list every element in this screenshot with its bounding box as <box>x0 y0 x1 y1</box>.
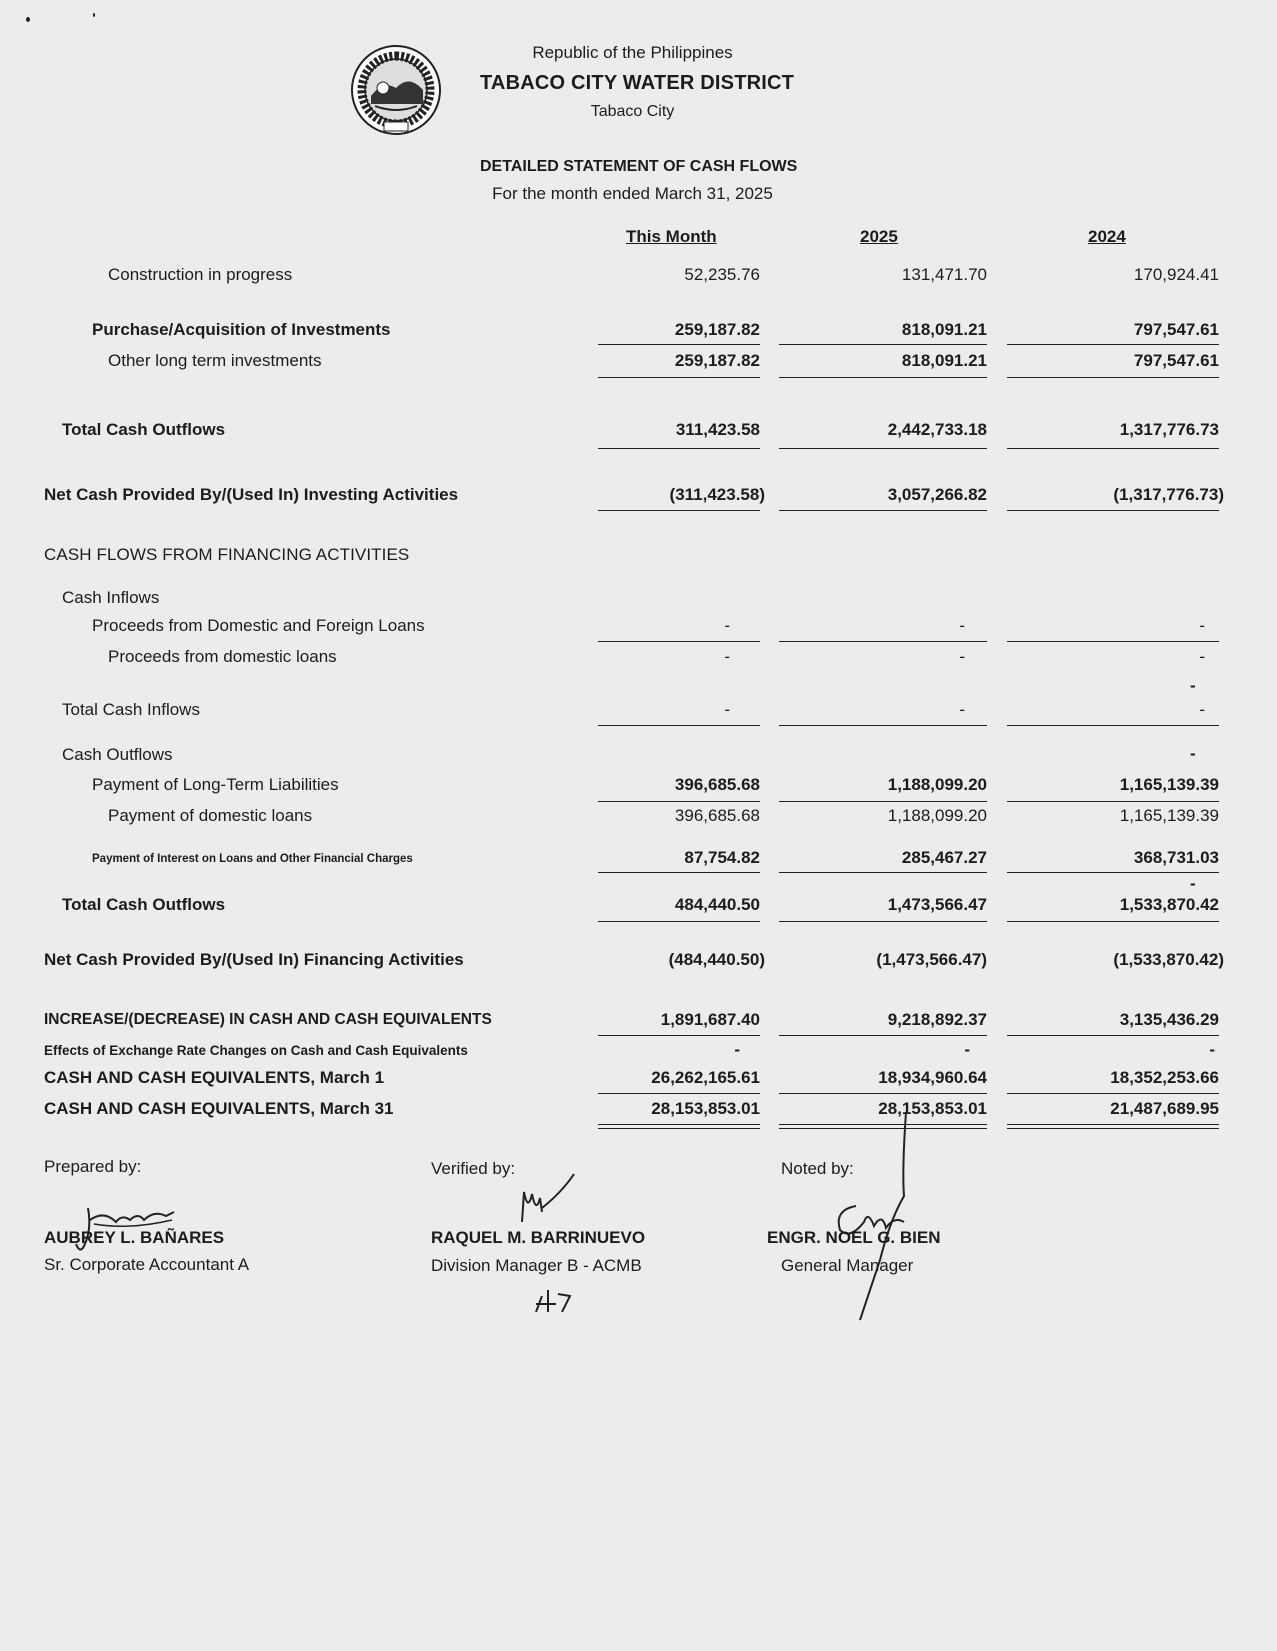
value-2024: 18,352,253.66 <box>1110 1068 1219 1087</box>
underline <box>1007 377 1219 378</box>
verified-by-name: RAQUEL M. BARRINUEVO <box>431 1228 646 1247</box>
underline <box>1007 1035 1219 1036</box>
underline <box>598 1035 760 1036</box>
row-other-long-term-investments <box>0 351 1277 375</box>
underline <box>598 377 760 378</box>
value-2025: - <box>959 700 965 719</box>
value-this-month: 259,187.82 <box>674 320 760 339</box>
row-label: Other long term investments <box>108 351 322 370</box>
row-label: Purchase/Acquisition of Investments <box>92 320 391 339</box>
header-org-name: TABACO CITY WATER DISTRICT <box>480 72 795 94</box>
row-label: CASH AND CASH EQUIVALENTS, March 31 <box>44 1099 394 1118</box>
underline <box>779 448 987 449</box>
column-header-this-month: This Month <box>626 227 717 246</box>
value-2025: (1,473,566.47) <box>876 950 987 969</box>
value-2025: 1,188,099.20 <box>887 806 987 825</box>
underline <box>1007 801 1219 802</box>
row-label: Payment of Interest on Loans and Other Financial Charges <box>92 853 413 865</box>
row-label: Total Cash Outflows <box>62 420 226 439</box>
subheading-label: Cash Inflows <box>62 588 160 607</box>
row-label: Net Cash Provided By/(Used In) Investing Activities <box>44 485 459 504</box>
stray-dash-mark: - <box>1190 744 1196 763</box>
row-label: Total Cash Outflows <box>62 895 226 914</box>
section-heading-label: CASH FLOWS FROM FINANCING ACTIVITIES <box>44 545 410 564</box>
row-proceeds-domestic-loans <box>0 647 1277 671</box>
value-2025: 285,467.27 <box>901 848 987 867</box>
value-this-month: 259,187.82 <box>674 351 760 370</box>
row-proceeds-domestic-foreign-loans <box>0 616 1277 640</box>
row-label: INCREASE/(DECREASE) IN CASH AND CASH EQUIVALENTS <box>44 1011 492 1028</box>
value-this-month: - <box>734 1040 740 1059</box>
underline <box>779 725 987 726</box>
row-label: Total Cash Inflows <box>62 700 200 719</box>
statement-period: For the month ended March 31, 2025 <box>492 184 773 203</box>
underline <box>1007 1093 1219 1094</box>
prepared-by-caption: Prepared by: <box>44 1157 142 1176</box>
underline <box>1007 725 1219 726</box>
value-2025: 18,934,960.64 <box>878 1068 987 1087</box>
row-label: Net Cash Provided By/(Used In) Financing Activities <box>44 950 464 969</box>
noted-by-title: General Manager <box>781 1256 914 1275</box>
value-2025: - <box>959 616 965 635</box>
value-2025: 28,153,853.01 <box>878 1099 987 1118</box>
row-label: Payment of domestic loans <box>108 806 313 825</box>
value-2024: - <box>1199 647 1205 666</box>
value-this-month: 396,685.68 <box>674 775 760 794</box>
value-2025: 818,091.21 <box>901 320 987 339</box>
value-2025: 9,218,892.37 <box>887 1010 987 1029</box>
noted-by-name: ENGR. NOEL G. BIEN <box>767 1228 941 1247</box>
value-2024: (1,533,870.42) <box>1113 950 1224 969</box>
value-this-month: - <box>724 700 730 719</box>
subheading-label: Cash Outflows <box>62 745 173 764</box>
row-net-financing-activities <box>0 950 1277 974</box>
value-this-month: 311,423.58 <box>675 420 760 439</box>
underline <box>779 344 987 345</box>
underline <box>598 921 760 922</box>
underline <box>598 872 760 873</box>
underline <box>779 641 987 642</box>
value-2024: - <box>1199 700 1205 719</box>
value-2024: - <box>1199 616 1205 635</box>
row-payment-domestic-loans <box>0 806 1277 830</box>
value-this-month: 484,440.50 <box>674 895 760 914</box>
header-city: Tabaco City <box>590 103 675 120</box>
underline <box>598 1093 760 1094</box>
underline <box>1007 510 1219 511</box>
stray-dash-mark: - <box>1190 874 1196 893</box>
row-increase-decrease-cash <box>0 1010 1277 1034</box>
noted-by-caption: Noted by: <box>781 1159 854 1178</box>
row-payment-long-term-liabilities <box>0 775 1277 799</box>
value-this-month: 1,891,687.40 <box>660 1010 760 1029</box>
value-this-month: (311,423.58) <box>669 485 765 504</box>
underline <box>779 1093 987 1094</box>
value-2024: 1,533,870.42 <box>1119 895 1219 914</box>
value-this-month: 28,153,853.01 <box>651 1099 760 1118</box>
statement-title: DETAILED STATEMENT OF CASH FLOWS <box>480 158 798 175</box>
value-this-month: 26,262,165.61 <box>651 1068 760 1087</box>
column-header-2025: 2025 <box>860 227 898 246</box>
value-2024: (1,317,776.73) <box>1113 485 1224 504</box>
section-heading-financing <box>0 545 1277 569</box>
underline <box>779 872 987 873</box>
double-underline <box>1007 1124 1219 1129</box>
row-label: Construction in progress <box>108 265 293 284</box>
value-2025: 131,471.70 <box>901 265 987 284</box>
row-payment-interest <box>0 848 1277 872</box>
value-2025: - <box>959 647 965 666</box>
underline <box>1007 921 1219 922</box>
value-this-month: 396,685.68 <box>674 806 760 825</box>
value-2025: 3,057,266.82 <box>887 485 987 504</box>
value-2024: 368,731.03 <box>1133 848 1219 867</box>
underline <box>779 921 987 922</box>
row-label: Proceeds from Domestic and Foreign Loans <box>92 616 425 635</box>
underline <box>779 510 987 511</box>
underline <box>598 448 760 449</box>
row-net-investing-activities <box>0 485 1277 509</box>
signature-noted <box>810 1110 920 1330</box>
underline <box>1007 344 1219 345</box>
row-label: CASH AND CASH EQUIVALENTS, March 1 <box>44 1068 385 1087</box>
subheading-cash-inflows <box>0 588 1277 612</box>
row-label: Effects of Exchange Rate Changes on Cash and Cash Equivalents <box>44 1043 468 1058</box>
prepared-by-title: Sr. Corporate Accountant A <box>44 1255 250 1274</box>
underline <box>598 801 760 802</box>
row-fx-effects <box>0 1040 1277 1064</box>
value-2025: 1,473,566.47 <box>887 895 987 914</box>
value-2024: 797,547.61 <box>1133 351 1219 370</box>
row-total-cash-outflows-investing <box>0 420 1277 444</box>
prepared-by-name: AUBREY L. BAÑARES <box>44 1228 225 1247</box>
column-header-2024: 2024 <box>1088 227 1126 246</box>
underline <box>598 725 760 726</box>
header-republic: Republic of the Philippines <box>532 43 733 62</box>
verified-by-caption: Verified by: <box>431 1159 516 1178</box>
value-this-month: 52,235.76 <box>684 265 760 284</box>
underline <box>1007 448 1219 449</box>
row-construction-in-progress <box>0 265 1277 289</box>
underline <box>1007 641 1219 642</box>
value-2024: 797,547.61 <box>1133 320 1219 339</box>
row-total-cash-outflows-financing <box>0 895 1277 919</box>
value-this-month: - <box>724 616 730 635</box>
value-2024: 21,487,689.95 <box>1110 1099 1219 1118</box>
row-cash-march-31 <box>0 1099 1277 1123</box>
underline <box>598 510 760 511</box>
value-this-month: 87,754.82 <box>684 848 760 867</box>
stray-dash-mark: - <box>1190 676 1196 695</box>
scan-speck <box>93 13 95 17</box>
value-2025: 2,442,733.18 <box>887 420 987 439</box>
row-label: Payment of Long-Term Liabilities <box>92 775 339 794</box>
value-this-month: - <box>724 647 730 666</box>
water-district-seal-logo <box>345 44 449 136</box>
underline <box>779 377 987 378</box>
row-cash-march-1 <box>0 1068 1277 1092</box>
underline <box>779 801 987 802</box>
value-2024: - <box>1209 1040 1215 1059</box>
value-2024: 1,165,139.39 <box>1119 806 1219 825</box>
underline <box>1007 872 1219 873</box>
value-2024: 1,317,776.73 <box>1119 420 1219 439</box>
value-2025: 1,188,099.20 <box>887 775 987 794</box>
underline <box>598 344 760 345</box>
value-2024: 170,924.41 <box>1133 265 1219 284</box>
row-total-cash-inflows <box>0 700 1277 724</box>
row-label: Proceeds from domestic loans <box>108 647 337 666</box>
row-purchase-investments <box>0 320 1277 344</box>
verified-by-title: Division Manager B - ACMB <box>431 1256 642 1275</box>
scan-speck <box>26 17 30 22</box>
underline <box>779 1035 987 1036</box>
value-this-month: (484,440.50) <box>668 950 765 969</box>
value-2025: - <box>964 1040 970 1059</box>
subheading-cash-outflows <box>0 745 1277 769</box>
value-2024: 1,165,139.39 <box>1119 775 1219 794</box>
value-2024: 3,135,436.29 <box>1119 1010 1219 1029</box>
underline <box>598 641 760 642</box>
double-underline <box>598 1124 760 1129</box>
value-2025: 818,091.21 <box>901 351 987 370</box>
